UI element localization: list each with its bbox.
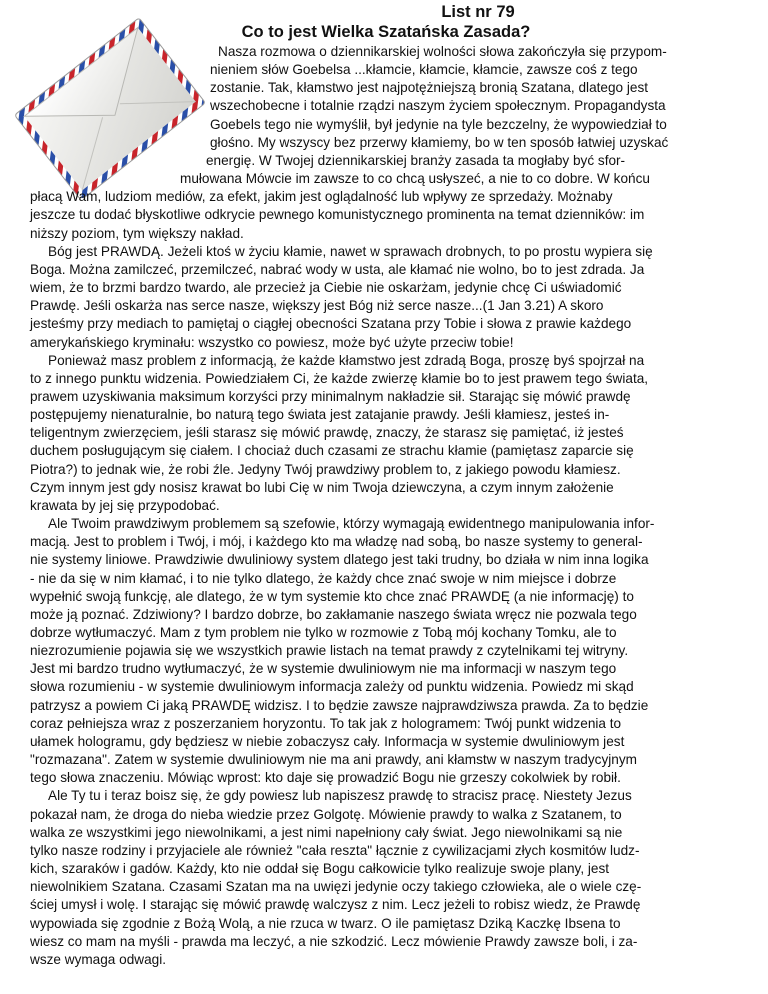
text-line: jeszcze tu dodać błyskotliwe odkrycie pewnego komunistycznego prominenta na temat dzienników: im — [30, 207, 645, 223]
text-line: wypełnić swoją funkcję, ale dlatego, że w tym systemie kto chce znać PRAWDĘ (a nie informację) to — [30, 588, 634, 604]
letter-number: List nr 79 — [441, 3, 515, 21]
text-line: Boga. Można zamilczeć, przemilczeć, nabrać wody w usta, ale kłamać nie wolno, bo to jest zdrada. Ja — [30, 261, 645, 277]
text-line: kich, szaraków i gadów. Każdy, kto nie oddał się Bogu całkowicie tylko realizuje swoje plany, jest — [30, 861, 610, 877]
text-line: ułamek hologramu, gdy będziesz w niebie zobaczysz cały. Informacja w systemie dwuliniowym jest — [30, 733, 625, 749]
letter-title: Co to jest Wielka Szatańska Zasada? — [241, 23, 531, 41]
text-line: pokazał nam, że droga do nieba wiedzie przez Golgotę. Mówienie prawdy to walka z Szatanem, to — [30, 806, 622, 822]
text-line: Ponieważ masz problem z informacją, że każde kłamstwo jest zdradą Boga, proszę byś spojrzał na — [48, 352, 645, 368]
text-line: dobrze wytłumaczyć. Mam z tym problem nie tylko w rozmowie z Tobą mój kochany Tomku, ale to — [30, 625, 617, 640]
text-line: teligentnym zwierzęciem, jeśli starasz się mówić prawdę, znaczy, że starasz się pamiętać, iż jesteś — [30, 425, 624, 441]
text-line: niewolnikiem Szatana. Czasami Szatan ma na uwięzi jedynie oczy takiego człowieka, ale o wiele czę- — [30, 879, 642, 895]
text-line: głośno. My wszyscy bez przerwy kłamiemy, bo w ten sposób łatwiej uzyskać — [210, 134, 669, 150]
text-line: to z innego punktu widzenia. Powiedziałem Ci, że każde zwierzę kłamie bo to jest prawem tego świata, — [30, 370, 649, 386]
text-line: ściej umysł i wolę. I starając się mówić prawdę walczysz z nim. Lecz jeżeli to robisz wiedz, że Prawdę — [30, 897, 641, 913]
text-line: tylko nasze rodziny i przyjaciele ale również "cała reszta" łącznie z cywilizacjami złych kosmitów ludz- — [30, 842, 640, 858]
letter-body — [30, 43, 742, 969]
text-line: postępujemy nienaturalnie, bo naturą tego świata jest zatajanie prawdy. Jeśli kłamiesz, jesteś in- — [30, 407, 610, 423]
text-line: amerykańskiego kryminału: wszystko co powiesz, może być użyte przeciw tobie! — [30, 334, 514, 350]
text-line: nieniem słów Goebelsa ...kłamcie, kłamcie, kłamcie, zawsze coś z tego — [210, 62, 638, 78]
text-line: energię. W Twojej dziennikarskiej branży zasada ta mogłaby być sfor- — [206, 152, 626, 168]
text-line: Jest mi bardzo trudno wytłumaczyć, że w systemie dwuliniowym nie ma informacji w naszym tego — [30, 661, 617, 677]
text-line: zostanie. Tak, kłamstwo jest najpotężniejszą bronią Szatana, dlatego jest — [210, 80, 649, 96]
text-line: "rozmazana". Zatem w systemie dwuliniowym nie ma ani prawdy, ani kłamstw w naszym tradycyjnym — [30, 752, 637, 768]
text-line: Nasza rozmowa o dziennikarskiej wolności słowa zakończyła się przypom- — [218, 44, 667, 59]
text-line: nie systemy liniowe. Prawdziwie dwuliniowy system dlatego jest taki trudny, bo działa w nim inna logika — [30, 552, 649, 568]
text-line: Prawdę. Jeśli oskarża nas serce nasze, większy jest Bóg niż serce nasze...(1 Jan 3.21) A skoro — [30, 298, 604, 314]
text-line: patrzysz a powiem Ci jaką PRAWDĘ widzisz. I to będzie zawsze najprawdziwsza prawda. Za to będzie — [30, 697, 649, 713]
text-line: wiem, że to brzmi bardzo twardo, ale przecież ja Ciebie nie oskarżam, jedynie chcę Ci uświadomić — [30, 280, 622, 296]
text-line: macją. Jest to problem i Twój, i mój, i każdego kto ma władzę nad sobą, bo nasze systemy to general- — [30, 534, 643, 550]
text-line: prawem uzyskiwania maksimum korzyści przy minimalnym nakładzie sił. Starając się mówić prawdę — [30, 388, 631, 404]
text-line: coraz pełniejsza wraz z poszerzaniem horyzontu. To tak jak z hologramem: Twój punkt widzenia to — [30, 715, 622, 731]
text-line: słowa rozumieniu - w systemie dwuliniowym informacja zależy od punktu widzenia. Powiedz mi skąd — [30, 679, 634, 695]
text-line: Goebels tego nie wymyślił, był jedynie na tyle bezczelny, że wypowiedział to — [210, 116, 667, 132]
text-line: Ale Ty tu i teraz boisz się, że gdy powiesz lub napiszesz prawdę to stracisz pracę. Niestety Jezus — [48, 788, 632, 804]
text-line: wsze wymaga odwagi. — [30, 951, 166, 967]
text-line: mułowana Mówcie im zawsze to co chcą usłyszeć, a nie to co dobre. W końcu — [180, 171, 650, 187]
text-line: wszechobecne i totalnie rządzi naszym życiem społecznym. Propagandysta — [210, 98, 666, 114]
text-line: jesteśmy przy mediach to pamiętaj o ciągłej obecności Szatana przy Tobie i słowa z prawie każdego — [30, 316, 632, 332]
text-line: Piotra?) to jednak wie, że robi źle. Jedyny Twój prawdziwy problem to, z jakiego powodu kłamiesz. — [30, 461, 621, 477]
text-line: - nie da się w nim kłamać, i to nie tylko dlatego, że każdy chce znać swoje w nim miejsce i dobrze — [30, 570, 617, 586]
text-line: płacą Wam, ludziom mediów, za efekt, jakim jest oglądalność lub wpływy ze sprzedaży. Możnaby — [30, 189, 613, 205]
text-line: wypowiada się zgodnie z Bożą Wolą, a nie rzuca w twarz. O ile pamiętasz Dziką Kaczkę Ibsena to — [30, 915, 621, 931]
text-line: niezrozumienie pojawia się we wszystkich prawie listach na temat prawdy z czytelnikami tej witryny. — [30, 643, 629, 659]
text-line: walka ze wszystkimi jego niewolnikami, a jest nimi napełniony cały świat. Jego niewolnikami są nie — [30, 824, 623, 840]
text-line: Czym innym jest gdy nosisz krawat bo lubi Cię w nim Twoja dziewczyna, a czym innym założenie — [30, 479, 614, 495]
text-line: niższy poziom, tym większy nakład. — [30, 225, 244, 241]
text-line: Ale Twoim prawdziwym problemem są szefowie, którzy wymagają ewidentnego manipulowania infor- — [48, 516, 655, 532]
text-line: może ją poznać. Zdziwiony? I bardzo dobrze, bo zakłamanie naszego świata wręcz nie pozwala tego — [30, 606, 637, 622]
text-line: duchem posługującym się ciałem. I chociaż duch czasami ze strachu kłamie (pamiętasz zaparcie się — [30, 443, 634, 459]
text-line: tego słowa znaczeniu. Mówiąc wprost: kto daje się prowadzić Bogu nie grzeszy cokolwiek by robił. — [30, 770, 621, 786]
text-line: Bóg jest PRAWDĄ. Jeżeli ktoś w życiu kłamie, nawet w sprawach drobnych, to po prostu wypiera się — [48, 243, 653, 259]
text-line: wiesz co mam na myśli - prawda ma leczyć, a nie szkodzić. Lecz mówienie Prawdy zawsze boli, i za- — [30, 933, 638, 949]
text-line: krawata by jej się przypodobać. — [30, 497, 220, 513]
